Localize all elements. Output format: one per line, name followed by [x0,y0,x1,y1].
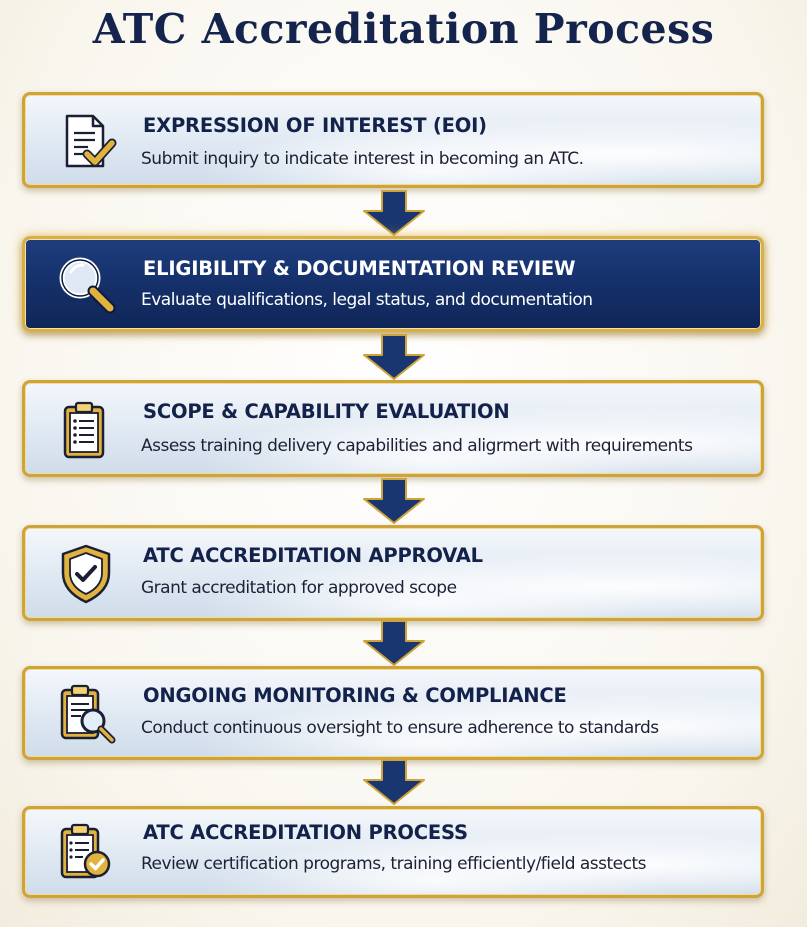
step-description: Evaluate qualifications, legal status, and documentation [141,290,593,310]
step-heading: EXPRESSION OF INTEREST (EOI) [143,114,487,137]
step-description: Submit inquiry to indicate interest in becoming an ATC. [141,149,584,169]
shield-check-icon [55,543,117,605]
page-title: ATC Accreditation Process [92,5,715,53]
step-accreditation-process [22,806,764,898]
clipboard-search-icon [55,683,117,745]
step-heading: SCOPE & CAPABILITY EVALUATION [143,400,510,423]
step-description: Review certification programs, training efficiently/field asstects [141,854,647,874]
step-eligibility-review [22,236,764,332]
clipboard-check-icon [55,822,117,884]
step-scope-evaluation [22,380,764,477]
clipboard-list-icon [55,400,117,462]
step-ongoing-monitoring [22,666,764,760]
step-heading: ATC ACCREDITATION PROCESS [143,821,468,844]
step-description: Grant accreditation for approved scope [141,578,457,598]
step-description: Conduct continuous oversight to ensure adherence to standards [141,718,659,738]
document-check-icon [55,111,117,173]
step-description: Assess training delivery capabilities and aligrmert with requirements [141,436,693,456]
magnifying-glass-icon [55,253,117,315]
step-expression-of-interest [22,92,764,188]
step-heading: ELIGIBILITY & DOCUMENTATION REVIEW [143,257,576,280]
step-accreditation-approval [22,525,764,621]
step-heading: ONGOING MONITORING & COMPLIANCE [143,684,567,707]
arrow-down-icon [360,619,428,667]
arrow-down-icon [360,477,428,525]
arrow-down-icon [360,333,428,381]
arrow-down-icon [360,758,428,806]
arrow-down-icon [360,189,428,237]
step-heading: ATC ACCREDITATION APPROVAL [143,544,483,567]
